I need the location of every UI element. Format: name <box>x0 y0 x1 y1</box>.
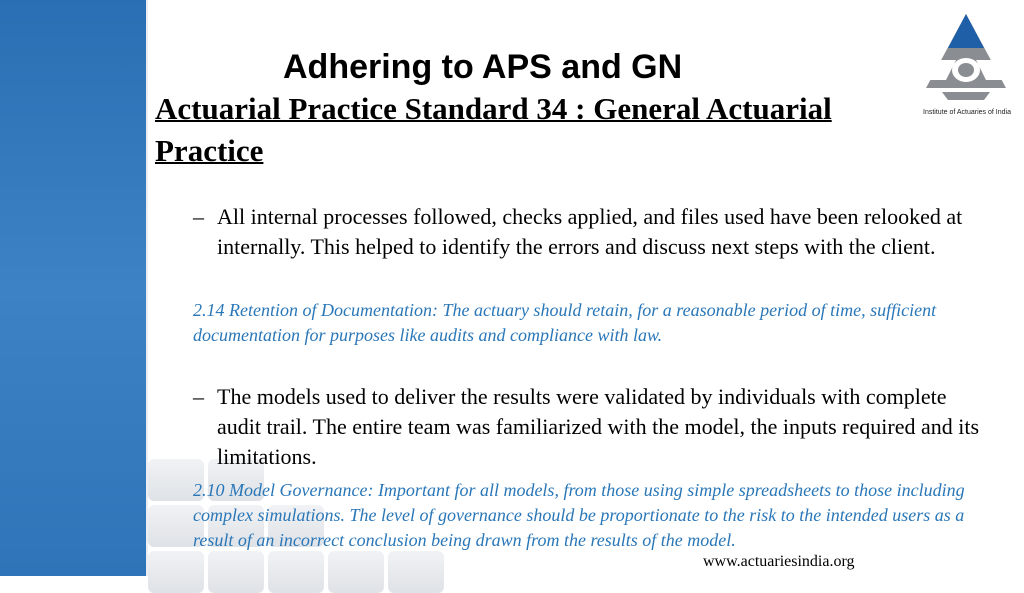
bullet-text: The models used to deliver the results were validated by individuals with complete audit trail. The entire team was familiarized with the model, the inputs required and its limitations. <box>217 384 980 469</box>
standard-note: 2.10 Model Governance: Important for all models, from those using simple spreadsheets to those including complex simulations. The level of governance should be proportionate to the risk to the intended users as a result of an incorrect conclusion being drawn from the results of the model. <box>193 480 965 550</box>
iai-logo-icon <box>916 8 1016 123</box>
footer-website: www.actuariesindia.org <box>703 553 855 570</box>
bullet-item <box>193 382 993 472</box>
bullet-text: All internal processes followed, checks applied, and files used have been relooked at internally. This helped to identify the errors and discuss next steps with the client. <box>217 204 963 259</box>
slide-title: Adhering to APS and GN <box>283 48 683 86</box>
logo-caption: Institute of Actuaries of India <box>923 109 1011 116</box>
left-color-band <box>0 0 146 576</box>
slide-subtitle: Actuarial Practice Standard 34 : General Actuarial Practice <box>155 91 832 168</box>
dash-marker: – <box>193 204 204 229</box>
standard-note: 2.14 Retention of Documentation: The actuary should retain, for a reasonable period of time, sufficient documentation for purposes like audits and compliance with law. <box>193 300 937 345</box>
dash-marker: – <box>193 384 204 409</box>
bullet-item <box>193 202 993 262</box>
